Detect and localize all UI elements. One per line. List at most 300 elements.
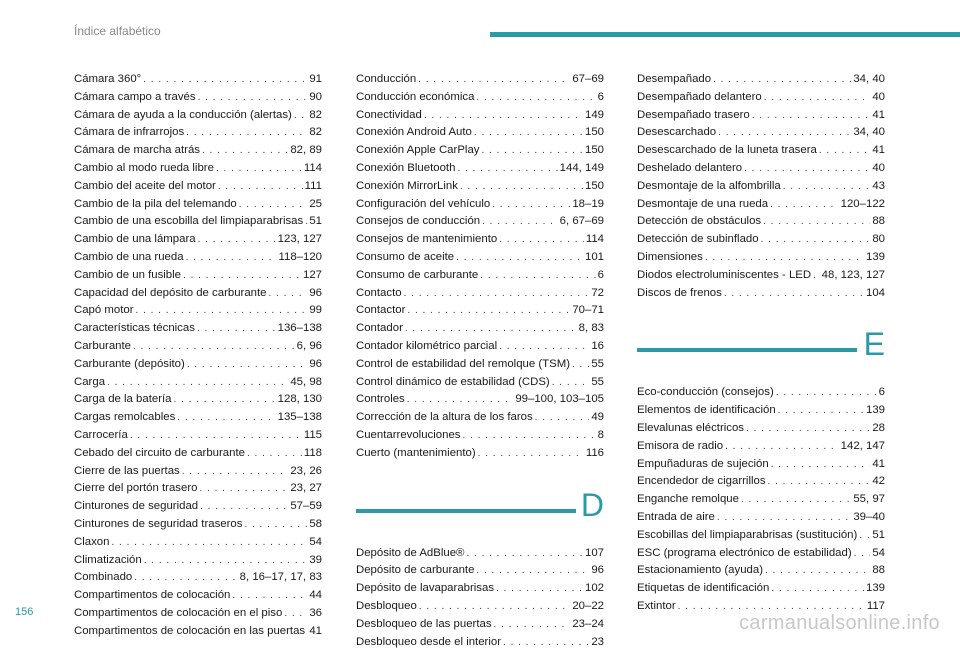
index-term: Empuñaduras de sujeción [637, 456, 769, 474]
index-pages: 150 [585, 124, 604, 142]
index-entry [74, 213, 322, 231]
index-entry [74, 569, 322, 587]
dot-leader [107, 374, 288, 392]
index-column-2 [356, 71, 604, 651]
dot-leader [183, 267, 301, 285]
index-pages: 39–40 [853, 509, 885, 527]
index-term: Controles [356, 391, 405, 409]
index-entry [356, 409, 604, 427]
index-entry [74, 445, 322, 463]
index-pages: 48, 123, 127 [822, 267, 885, 285]
index-term: Conectividad [356, 107, 422, 125]
index-entry [356, 89, 604, 107]
index-entry [637, 124, 885, 142]
index-term: Eco-conducción (consejos) [637, 384, 774, 402]
index-pages: 101 [585, 249, 604, 267]
index-term: Desempañado delantero [637, 89, 762, 107]
index-term: Cierre del portón trasero [74, 480, 197, 498]
index-term: Carburante [74, 338, 131, 356]
index-entry [356, 178, 604, 196]
index-term: Carga [74, 374, 105, 392]
index-pages: 102 [585, 580, 604, 598]
dot-leader [200, 498, 288, 516]
index-entry [356, 124, 604, 142]
index-term: Compartimentos de colocación en el piso [74, 605, 282, 623]
index-pages: 88 [872, 562, 885, 580]
index-entry [356, 71, 604, 89]
index-entry [637, 285, 885, 303]
index-term: Detección de subinflado [637, 231, 759, 249]
index-entry [637, 213, 885, 231]
index-pages: 43 [872, 178, 885, 196]
index-term: Carga de la batería [74, 391, 172, 409]
index-pages: 142, 147 [841, 438, 885, 456]
index-term: Desbloqueo desde el interior [356, 634, 501, 651]
dot-leader [407, 302, 570, 320]
section-rule [637, 348, 857, 352]
dot-leader [460, 178, 583, 196]
index-pages: 91 [309, 71, 322, 89]
index-entry [356, 580, 604, 598]
index-entry [356, 142, 604, 160]
index-term: Cambio de una escobilla del limpiaparabrisas [74, 213, 303, 231]
index-pages: 90 [309, 89, 322, 107]
index-entry [74, 196, 322, 214]
index-term: Cambio de una rueda [74, 249, 184, 267]
index-entry [637, 438, 885, 456]
dot-leader [244, 516, 307, 534]
index-term: Cambio de un fusible [74, 267, 181, 285]
index-term: Encendedor de cigarrillos [637, 473, 766, 491]
dot-leader [813, 267, 820, 285]
index-term: Cambio del aceite del motor [74, 178, 216, 196]
dot-leader [134, 569, 237, 587]
dot-leader [713, 71, 851, 89]
index-pages: 127 [303, 267, 322, 285]
index-entry [74, 285, 322, 303]
dot-leader [744, 160, 870, 178]
index-entry [637, 545, 885, 563]
index-term: Cierre de las puertas [74, 463, 180, 481]
index-pages: 34, 40 [853, 124, 885, 142]
index-pages: 58 [309, 516, 322, 534]
dot-leader [503, 634, 589, 651]
index-entry [356, 160, 604, 178]
index-pages: 114 [586, 231, 604, 249]
dot-leader [239, 196, 308, 214]
index-pages: 149 [585, 107, 604, 125]
index-pages: 70–71 [572, 302, 604, 320]
index-pages: 115 [304, 427, 322, 445]
index-pages: 128, 130 [278, 391, 322, 409]
dot-leader [419, 598, 571, 616]
index-term: Combinado [74, 569, 132, 587]
index-pages: 18–19 [572, 196, 604, 214]
index-pages: 67–69 [572, 71, 604, 89]
index-entry [637, 71, 885, 89]
index-entry [356, 249, 604, 267]
index-term: Desmontaje de la alfombrilla [637, 178, 781, 196]
dot-leader [499, 231, 584, 249]
index-term: Escobillas del limpiaparabrisas (sustitución) [637, 527, 857, 545]
index-pages: 8 [598, 427, 604, 445]
dot-leader [462, 427, 595, 445]
dot-leader [768, 473, 871, 491]
index-pages: 150 [585, 142, 604, 160]
index-term: Capacidad del depósito de carburante [74, 285, 267, 303]
index-entry [356, 267, 604, 285]
index-term: Carrocería [74, 427, 128, 445]
index-entry [74, 302, 322, 320]
index-term: Consumo de carburante [356, 267, 478, 285]
dot-leader [752, 107, 871, 125]
index-entry [74, 534, 322, 552]
index-term: Cinturones de seguridad [74, 498, 198, 516]
dot-leader [269, 285, 308, 303]
index-entry [637, 160, 885, 178]
index-pages: 96 [309, 285, 322, 303]
index-entry [356, 213, 604, 231]
index-entry [637, 196, 885, 214]
dot-leader [457, 160, 557, 178]
dot-leader [284, 605, 307, 623]
index-term: Consumo de aceite [356, 249, 454, 267]
index-pages: 40 [872, 89, 885, 107]
index-term: Discos de frenos [637, 285, 722, 303]
index-pages: 107 [585, 545, 604, 563]
index-term: Elementos de identificación [637, 402, 776, 420]
index-entry [637, 491, 885, 509]
index-term: Cambio de una lámpara [74, 231, 196, 249]
dot-leader [424, 107, 583, 125]
dot-leader [572, 356, 589, 374]
index-pages: 96 [591, 562, 604, 580]
section-heading [356, 487, 604, 545]
index-term: Control de estabilidad del remolque (TSM) [356, 356, 570, 374]
dot-leader [746, 420, 870, 438]
index-pages: 23, 26 [290, 463, 322, 481]
index-pages: 57–59 [290, 498, 322, 516]
dot-leader [144, 552, 308, 570]
dot-leader [819, 142, 871, 160]
index-entry [74, 231, 322, 249]
index-term: Diodos electroluminiscentes - LED [637, 267, 811, 285]
index-term: Conducción económica [356, 89, 474, 107]
index-pages: 118–120 [279, 249, 323, 267]
index-pages: 150 [585, 178, 604, 196]
index-pages: 99–100, 103–105 [515, 391, 604, 409]
index-term: Consejos de mantenimiento [356, 231, 497, 249]
index-pages: 72 [591, 285, 604, 303]
index-pages: 82 [309, 107, 322, 125]
dot-leader [456, 249, 583, 267]
index-pages: 54 [309, 534, 322, 552]
index-pages: 8, 16–17, 17, 83 [240, 569, 322, 587]
index-entry [637, 562, 885, 580]
index-column-3 [637, 71, 885, 616]
index-term: Control dinámico de estabilidad (CDS) [356, 374, 550, 392]
index-term: Cámara de ayuda a la conducción (alertas) [74, 107, 292, 125]
index-entry [74, 267, 322, 285]
index-term: Cámara de infrarrojos [74, 124, 184, 142]
index-pages: 99 [309, 302, 322, 320]
dot-leader [405, 320, 577, 338]
dot-leader [247, 445, 302, 463]
dot-leader [763, 213, 870, 231]
index-pages: 116 [586, 445, 604, 463]
dot-leader [770, 196, 839, 214]
index-entry [356, 320, 604, 338]
index-pages: 120–122 [841, 196, 885, 214]
index-entry [74, 249, 322, 267]
index-entry [356, 391, 604, 409]
dot-leader [725, 438, 839, 456]
dot-leader [494, 616, 571, 634]
index-entry [356, 338, 604, 356]
index-entry [74, 320, 322, 338]
index-term: Contactor [356, 302, 405, 320]
index-pages: 6 [598, 89, 604, 107]
index-entry [356, 356, 604, 374]
index-entry [74, 480, 322, 498]
index-entry [637, 527, 885, 545]
index-pages: 104 [866, 285, 885, 303]
index-pages: 139 [866, 249, 885, 267]
index-entry [74, 552, 322, 570]
dot-leader [186, 249, 277, 267]
dot-leader [202, 142, 288, 160]
index-entry [74, 391, 322, 409]
index-pages: 144, 149 [560, 160, 604, 178]
index-term: Emisora de radio [637, 438, 723, 456]
index-term: Cuentarrevoluciones [356, 427, 460, 445]
index-pages: 39 [309, 552, 322, 570]
index-term: Cambio al modo rueda libre [74, 160, 214, 178]
index-term: Conexión MirrorLink [356, 178, 458, 196]
index-term: Depósito de carburante [356, 562, 474, 580]
index-entry [356, 302, 604, 320]
dot-leader [232, 587, 307, 605]
index-entry [356, 634, 604, 651]
index-pages: 8, 83 [579, 320, 604, 338]
index-term: Contador [356, 320, 403, 338]
index-pages: 80 [872, 231, 885, 249]
index-term: Climatización [74, 552, 142, 570]
index-term: Características técnicas [74, 320, 195, 338]
index-term: Conducción [356, 71, 416, 89]
index-term: ESC (programa electrónico de estabilidad) [637, 545, 852, 563]
index-pages: 34, 40 [853, 71, 885, 89]
dot-leader [854, 545, 871, 563]
dot-leader [496, 580, 583, 598]
index-entry [74, 71, 322, 89]
index-pages: 40 [872, 160, 885, 178]
index-entry [74, 605, 322, 623]
section-heading [637, 326, 885, 384]
index-entry [637, 89, 885, 107]
dot-leader [705, 249, 864, 267]
index-term: Compartimentos de colocación en las puertas [74, 623, 305, 641]
index-term: Etiquetas de identificación [637, 580, 769, 598]
index-entry [74, 107, 322, 125]
dot-leader [111, 534, 307, 552]
dot-leader [776, 384, 877, 402]
index-entry [356, 107, 604, 125]
index-pages: 20–22 [572, 598, 604, 616]
index-entry [637, 384, 885, 402]
index-entry [74, 124, 322, 142]
index-entry [74, 516, 322, 534]
index-pages: 6, 96 [297, 338, 322, 356]
dot-leader [466, 545, 583, 563]
index-column-1 [74, 71, 322, 641]
index-term: Cámara campo a través [74, 89, 196, 107]
index-entry [74, 623, 322, 641]
dot-leader [741, 491, 851, 509]
index-term: Deshelado delantero [637, 160, 742, 178]
index-pages: 51 [309, 213, 322, 231]
dot-leader [859, 527, 870, 545]
index-entry [356, 196, 604, 214]
index-pages: 41 [872, 107, 885, 125]
dot-leader [218, 178, 303, 196]
index-entry [74, 89, 322, 107]
dot-leader [476, 562, 589, 580]
index-entry [356, 374, 604, 392]
section-letter: D [581, 487, 604, 524]
index-term: Carburante (depósito) [74, 356, 185, 374]
section-letter: E [864, 326, 885, 363]
dot-leader [482, 213, 558, 231]
index-entry [637, 249, 885, 267]
index-pages: 118 [304, 445, 322, 463]
index-pages: 117 [867, 598, 885, 616]
index-pages: 28 [872, 420, 885, 438]
index-term: Entrada de aire [637, 509, 715, 527]
index-term: Dimensiones [637, 249, 703, 267]
dot-leader [761, 231, 871, 249]
index-pages: 55 [591, 374, 604, 392]
index-pages: 25 [309, 196, 322, 214]
dot-leader [136, 302, 308, 320]
dot-leader [492, 196, 570, 214]
index-term: Contacto [356, 285, 402, 303]
index-pages: 139 [866, 580, 885, 598]
index-pages: 6 [598, 267, 604, 285]
index-pages: 139 [866, 402, 885, 420]
index-entry [74, 498, 322, 516]
index-term: Capó motor [74, 302, 134, 320]
index-term: Depósito de lavaparabrisas [356, 580, 494, 598]
index-pages: 23, 27 [290, 480, 322, 498]
index-term: Cinturones de seguridad traseros [74, 516, 242, 534]
index-term: Corrección de la altura de los faros [356, 409, 533, 427]
page-header-title: Índice alfabético [74, 24, 161, 38]
index-pages: 55, 97 [853, 491, 885, 509]
index-entry [356, 231, 604, 249]
index-pages: 23–24 [572, 616, 604, 634]
index-pages: 111 [305, 178, 322, 196]
index-entry [356, 562, 604, 580]
index-entry [637, 267, 885, 285]
dot-leader [771, 456, 871, 474]
index-term: Desescarchado [637, 124, 716, 142]
index-term: Desempañado trasero [637, 107, 750, 125]
index-pages: 135–138 [278, 409, 322, 427]
dot-leader [177, 409, 275, 427]
index-entry [356, 616, 604, 634]
index-term: Desbloqueo [356, 598, 417, 616]
index-term: Cebado del circuito de carburante [74, 445, 245, 463]
index-term: Conexión Bluetooth [356, 160, 455, 178]
index-entry [74, 374, 322, 392]
dot-leader [404, 285, 590, 303]
index-entry [356, 285, 604, 303]
index-term: Estacionamiento (ayuda) [637, 562, 763, 580]
dot-leader [198, 231, 276, 249]
section-rule [356, 509, 576, 513]
index-pages: 23 [591, 634, 604, 651]
index-entry [637, 402, 885, 420]
index-entry [74, 338, 322, 356]
index-entry [74, 142, 322, 160]
dot-leader [778, 402, 864, 420]
index-pages: 54 [872, 545, 885, 563]
dot-leader [478, 445, 584, 463]
index-term: Desempañado [637, 71, 711, 89]
dot-leader [771, 580, 864, 598]
index-entry [637, 107, 885, 125]
index-entry [637, 420, 885, 438]
index-pages: 6 [879, 384, 885, 402]
dot-leader [535, 409, 590, 427]
dot-leader [764, 89, 871, 107]
index-term: Configuración del vehículo [356, 196, 490, 214]
dot-leader [783, 178, 871, 196]
index-pages: 16 [591, 338, 604, 356]
dot-leader [133, 338, 295, 356]
dot-leader [717, 509, 851, 527]
index-pages: 88 [872, 213, 885, 231]
index-entry [637, 580, 885, 598]
index-pages: 45, 98 [290, 374, 322, 392]
index-entry [637, 473, 885, 491]
index-entry [356, 445, 604, 463]
dot-leader [130, 427, 302, 445]
index-pages: 36 [309, 605, 322, 623]
index-pages: 123, 127 [278, 231, 322, 249]
index-pages: 41 [872, 142, 885, 160]
index-term: Desbloqueo de las puertas [356, 616, 492, 634]
index-term: Elevalunas eléctricos [637, 420, 744, 438]
dot-leader [718, 124, 851, 142]
index-term: Cámara 360° [74, 71, 141, 89]
index-term: Cuerto (mantenimiento) [356, 445, 476, 463]
index-entry [356, 545, 604, 563]
index-pages: 82, 89 [290, 142, 322, 160]
page-number: 156 [15, 606, 33, 618]
index-pages: 55 [591, 356, 604, 374]
dot-leader [499, 338, 589, 356]
index-entry [74, 409, 322, 427]
dot-leader [552, 374, 590, 392]
dot-leader [474, 124, 583, 142]
header-accent-bar [490, 32, 960, 37]
index-term: Cámara de marcha atrás [74, 142, 200, 160]
index-term: Contador kilométrico parcial [356, 338, 497, 356]
dot-leader [765, 562, 870, 580]
index-entry [356, 598, 604, 616]
